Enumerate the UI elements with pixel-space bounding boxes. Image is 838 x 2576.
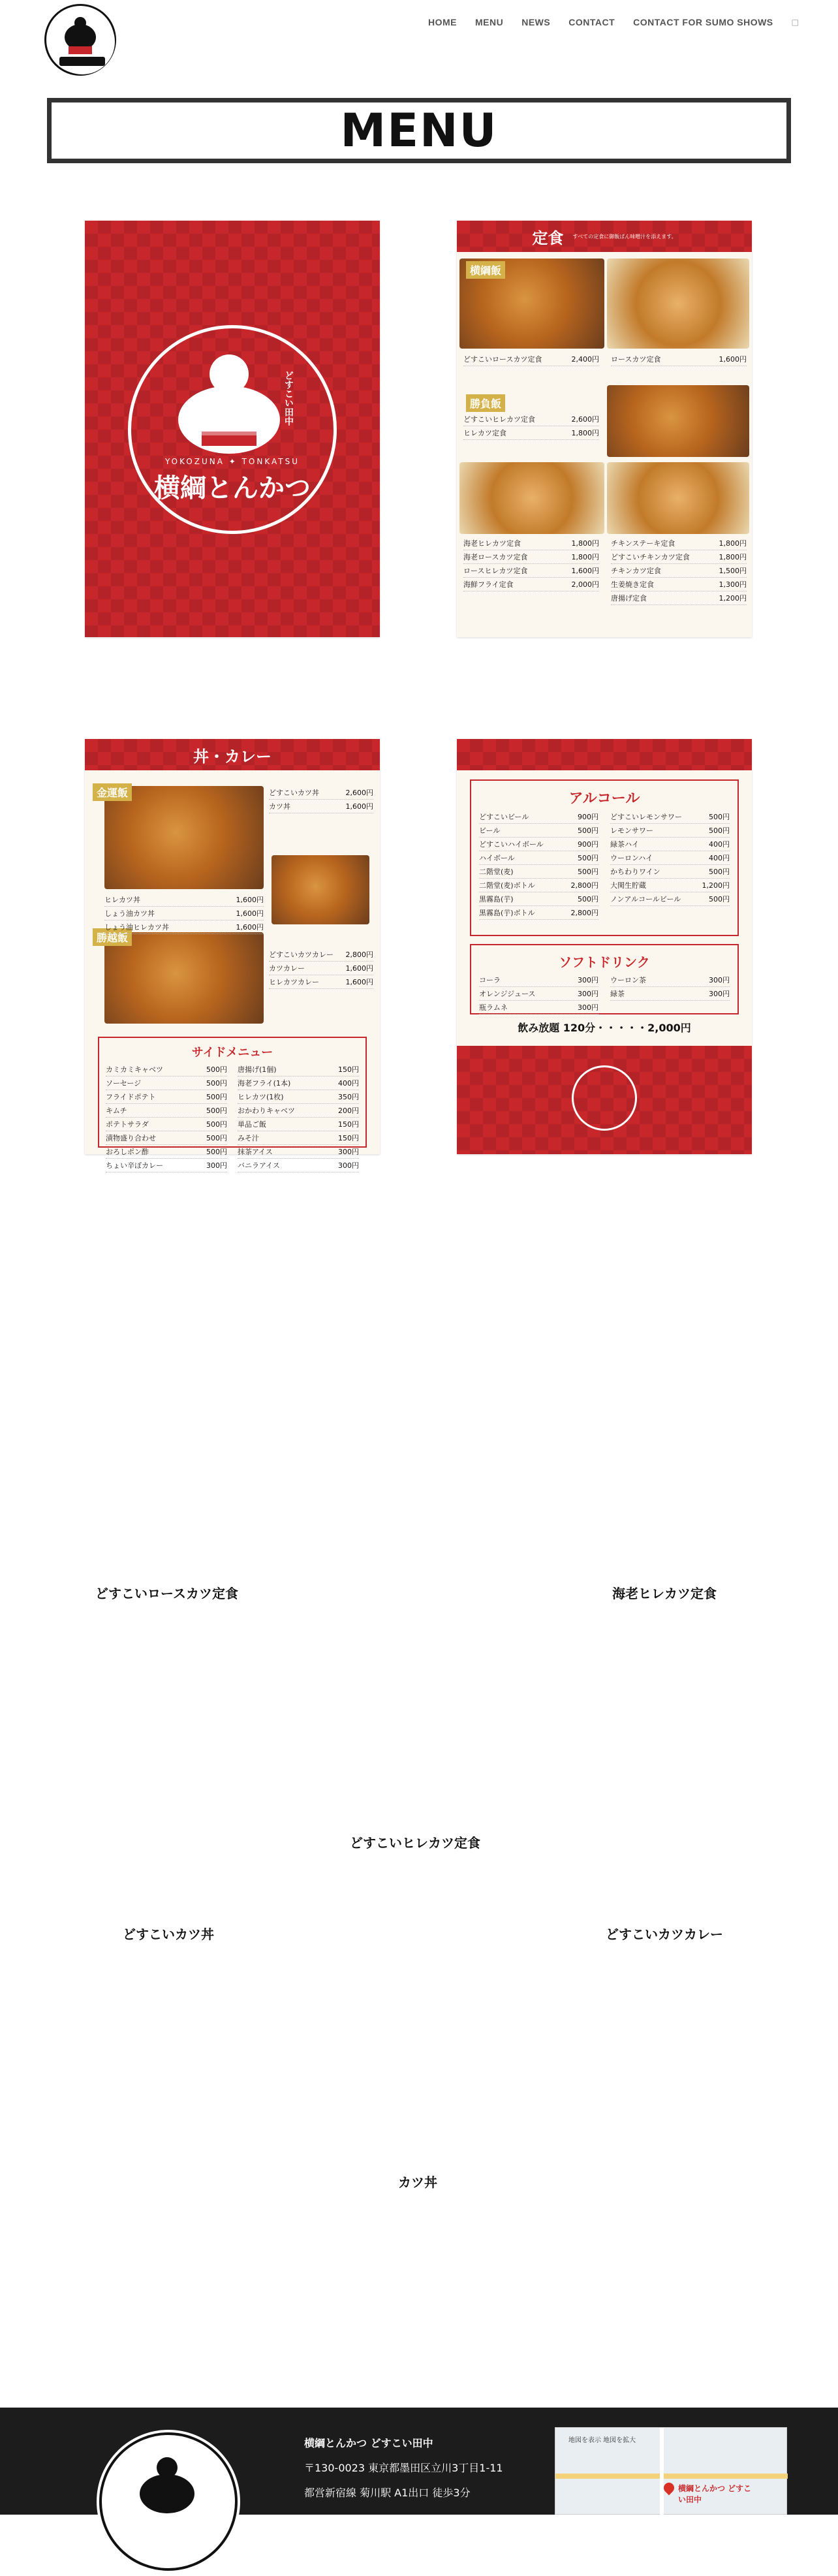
list-item: ノンアルコールビール 500円 [610, 892, 730, 906]
teishoku-photo-5 [607, 462, 749, 534]
footer-address: 〒130-0023 東京都墨田区立川3丁目1-11 [304, 2462, 503, 2474]
teishoku-list-a [463, 353, 599, 366]
kachikoshi-label: 勝越飯 [93, 928, 132, 946]
menu-title-banner [47, 98, 791, 163]
list-item: ヒレカツ(1枚) 350円 [238, 1090, 359, 1104]
list-item: ちょい辛ぼカレー 300円 [106, 1159, 227, 1172]
alcohol-grid [479, 810, 730, 920]
list-item: 生姜焼き定食 1,300円 [611, 578, 747, 591]
list-item: 海老ロースカツ定食 1,800円 [463, 550, 599, 564]
list-item: ロースカツ定食 1,600円 [611, 353, 747, 366]
nav-contact-sumo-shows[interactable]: CONTACT FOR SUMO SHOWS [633, 17, 773, 27]
list-item: 単品ご飯 150円 [238, 1118, 359, 1131]
list-item: チキンステーキ定食 1,800円 [611, 537, 747, 550]
list-item: 黒霧島(芋) 500円 [479, 892, 598, 906]
nomihodai-text: 飲み放題 120分・・・・・2,000円 [518, 1022, 691, 1034]
list-item: カミカミキャベツ 500円 [106, 1063, 227, 1076]
nav-menu[interactable]: MENU [475, 17, 504, 27]
caption-dosukoi-katsudon: どすこいカツ丼 [123, 1926, 214, 1942]
caption-dosukoi-hire: どすこいヒレカツ定食 [350, 1835, 480, 1851]
footer-shop-name: 横綱とんかつ どすこい田中 [304, 2437, 433, 2449]
list-item: ハイボール 500円 [479, 851, 598, 865]
kinun-label: 金運飯 [93, 783, 132, 801]
don-title: 丼・カレー [193, 747, 272, 766]
cover-brand-en: YOKOZUNA ✦ TONKATSU [164, 457, 300, 466]
map-label: 横綱とんかつ どすこい田中 [678, 2484, 752, 2504]
list-item: 二階堂(麦) 500円 [479, 865, 598, 879]
soft-drink-box [470, 944, 739, 1014]
side-menu-title: サイドメニュー [191, 1046, 273, 1060]
cover-brand-jp: 横綱とんかつ [154, 473, 311, 503]
side-menu-grid [106, 1063, 359, 1172]
list-item: ポテトサラダ 500円 [106, 1118, 227, 1131]
list-item: 大関生貯蔵 1,200円 [610, 879, 730, 892]
list-item: 黒霧島(芋)ボトル 2,800円 [479, 906, 598, 920]
teishoku-photo-4 [459, 462, 604, 534]
map-header[interactable]: 地図を表示 地図を拡大 [568, 2437, 636, 2444]
list-item: 唐揚げ(1個) 150円 [238, 1063, 359, 1076]
list-item: かちわりワイン 500円 [610, 865, 730, 879]
teishoku-header [457, 221, 752, 252]
list-item: 緑茶 300円 [610, 987, 730, 1001]
teishoku-list-c [463, 413, 599, 440]
list-item: 抹茶アイス 300円 [238, 1145, 359, 1159]
list-item: みそ汁 150円 [238, 1131, 359, 1145]
list-item: ヒレカツカレー 1,600円 [269, 975, 373, 989]
list-item: 漬物盛り合わせ 500円 [106, 1131, 227, 1145]
menu-cover-card[interactable] [85, 221, 380, 637]
list-item: おかわりキャベツ 200円 [238, 1104, 359, 1118]
map-road [555, 2474, 788, 2479]
teishoku-list-d [463, 537, 599, 591]
main-nav [428, 17, 799, 27]
list-item: チキンカツ定食 1,500円 [611, 564, 747, 578]
caption-dosukoi-katsu-curry: どすこいカツカレー [606, 1926, 723, 1942]
list-item: 緑茶ハイ 400円 [610, 838, 730, 851]
site-footer [0, 2408, 838, 2515]
footer-access: 都営新宿線 菊川駅 A1出口 徒歩3分 [304, 2487, 471, 2499]
list-item: ヒレカツ定食 1,800円 [463, 426, 599, 440]
nav-news[interactable]: NEWS [521, 17, 551, 27]
cover-store-name: どすこい田中 [283, 371, 294, 426]
side-menu-box [98, 1037, 367, 1170]
soft-drink-title: ソフトドリンク [559, 954, 650, 970]
list-item: カツカレー 1,600円 [269, 962, 373, 975]
menu-don-curry-card[interactable] [85, 739, 380, 1170]
list-item: どすこいハイボール 900円 [479, 838, 598, 851]
don-photo-2 [272, 855, 369, 924]
list-item: 海鮮フライ定食 2,000円 [463, 578, 599, 591]
caption-katsudon: カツ丼 [398, 2175, 437, 2190]
footer-logo [97, 2430, 240, 2573]
footer-map[interactable] [555, 2427, 787, 2515]
list-item: どすこいチキンカツ定食 1,800円 [611, 550, 747, 564]
sumo-emblem-icon [572, 1065, 637, 1131]
teishoku-title: 定食 [532, 228, 564, 247]
don-header [85, 739, 380, 770]
list-item: 二階堂(麦)ボトル 2,800円 [479, 879, 598, 892]
list-item: ウーロン茶 300円 [610, 973, 730, 987]
list-item: カツ丼 1,600円 [269, 800, 373, 813]
teishoku-photo-3 [607, 385, 749, 457]
list-item: 唐揚げ定食 1,200円 [611, 591, 747, 605]
alcohol-title: アルコール [568, 791, 640, 807]
nav-contact[interactable]: CONTACT [568, 17, 615, 27]
teishoku-subtitle: すべての定食に御飯ぱん味噌汁を添えます。 [572, 233, 677, 240]
list-item: コーラ 300円 [479, 973, 598, 987]
curry-list [269, 948, 373, 989]
caption-ebi-hire: 海老ヒレカツ定食 [612, 1586, 717, 1601]
cart-icon[interactable]: □ [791, 18, 799, 27]
curry-photo [104, 932, 264, 1024]
list-item: レモンサワー 500円 [610, 824, 730, 838]
alcohol-box [470, 779, 739, 936]
don-list-b [104, 893, 264, 934]
teishoku-list-b [611, 353, 747, 366]
don-photo-1 [104, 786, 264, 889]
site-header [0, 0, 838, 78]
list-item: どすこいヒレカツ定食 2,600円 [463, 413, 599, 426]
footer-info [304, 2431, 503, 2505]
list-item: オレンジジュース 300円 [479, 987, 598, 1001]
list-item: ヒレカツ丼 1,600円 [104, 893, 264, 907]
list-item: 海老フライ(1本) 400円 [238, 1076, 359, 1090]
list-item: どすこいロースカツ定食 2,400円 [463, 353, 599, 366]
list-item: 瓶ラムネ 300円 [479, 1001, 598, 1014]
yokozuna-label: 横綱飯 [466, 261, 505, 279]
don-list-a [269, 786, 373, 813]
menu-teishoku-card[interactable] [457, 221, 752, 637]
list-item: どすこいビール 900円 [479, 810, 598, 824]
sumo-logo-icon [46, 6, 118, 78]
list-item: フライドポテト 500円 [106, 1090, 227, 1104]
caption-dosukoi-rosu: どすこいロースカツ定食 [95, 1586, 238, 1601]
list-item: おろしポン酢 500円 [106, 1145, 227, 1159]
list-item: ソーセージ 500円 [106, 1076, 227, 1090]
list-item: ビール 500円 [479, 824, 598, 838]
list-item: バニラアイス 300円 [238, 1159, 359, 1172]
map-road-2 [660, 2428, 664, 2515]
teishoku-list-e [611, 537, 747, 605]
drink-top-pattern [457, 739, 752, 770]
list-item: しょう油カツ丼 1,600円 [104, 907, 264, 920]
ozeki-label: 勝負飯 [466, 394, 505, 412]
menu-drink-card[interactable] [457, 739, 752, 1154]
page-title: MENU [340, 104, 498, 157]
list-item: キムチ 500円 [106, 1104, 227, 1118]
site-logo[interactable] [44, 4, 116, 76]
sumo-logo-icon [97, 2430, 240, 2573]
list-item: どすこいカツカレー 2,800円 [269, 948, 373, 962]
drink-bottom-pattern [457, 1046, 752, 1154]
list-item: しょう油ヒレカツ丼 1,600円 [104, 920, 264, 934]
list-item: ウーロンハイ 400円 [610, 851, 730, 865]
teishoku-photo-2 [607, 259, 749, 349]
list-item: どすこいレモンサワー 500円 [610, 810, 730, 824]
nav-home[interactable]: HOME [428, 17, 457, 27]
map-pin-icon [662, 2481, 677, 2496]
list-item: ロースヒレカツ定食 1,600円 [463, 564, 599, 578]
list-item: 海老ヒレカツ定食 1,800円 [463, 537, 599, 550]
soft-drink-grid [479, 973, 730, 1014]
list-item: どすこいカツ丼 2,600円 [269, 786, 373, 800]
